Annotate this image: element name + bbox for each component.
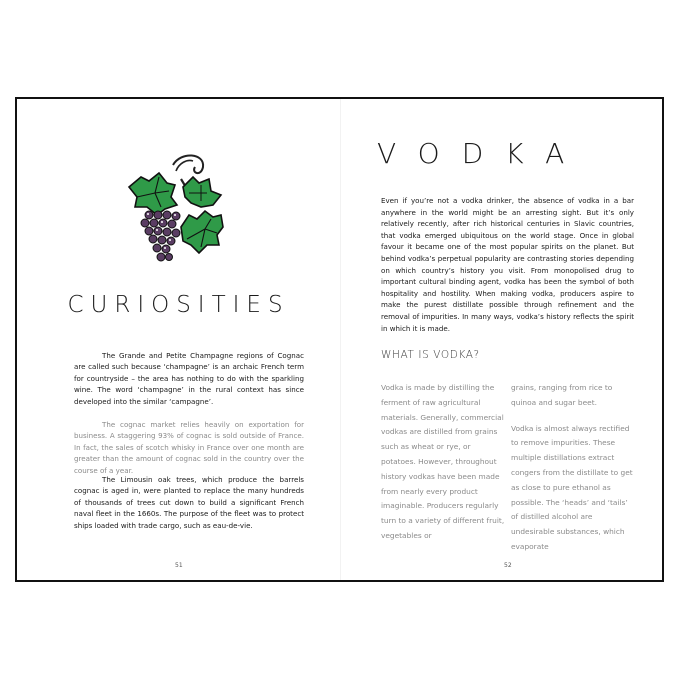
- page-gutter: [340, 99, 341, 580]
- body-column-left: Vodka is made by distilling the ferment of raw agricultural materials. Generally, commercial vodkas are distilled from grains such as wheat or rye, or potatoes. However, throughout history vodkas have been made from nearly every product imaginable. Producers regularly turn to a variety of different fruit, vegetables or: [381, 383, 505, 540]
- body-paragraph: Vodka is almost always rectified to remove impurities. These multiple distillations extract congers from the distillate to get as close to pure ethanol as possible. The ‘heads’ and ‘tails’ of distilled alcohol are undesirable substances, which evaporate: [511, 423, 633, 551]
- what-is-vodka-heading: WHAT IS VODKA?: [381, 349, 480, 361]
- vodka-title: VODKA: [377, 137, 587, 170]
- curiosity-paragraph: The cognac market relies heavily on exportation for business. A staggering 93% of cognac is sold outside of France. In fact, the sales of scotch whisky in France over one month are greater than the amount of cognac sold in the country over the course of a year.: [74, 420, 304, 475]
- curiosities-heading: CURIOSITIES: [67, 292, 290, 318]
- curiosity-paragraph: The Grande and Petite Champagne regions of Cognac are called such because ‘champagne’ is an archaic French term for countryside – the area has nothing to do with the sparkling wine. The word ‘champagne’ in the rural context has since developed into the similar ‘campagne’.: [74, 351, 304, 406]
- curiosity-paragraph: The Limousin oak trees, which produce the barrels cognac is aged in, were planted to replace the many hundreds of thousands of trees cut down to build a significant French naval fleet in the 1660s. The purpose of the fleet was to protect ships loaded with trade cargo, such as eau-de-vie.: [74, 475, 304, 530]
- book-spread: [15, 97, 664, 582]
- page-number-left: 51: [175, 562, 183, 569]
- body-paragraph: grains, ranging from rice to quinoa and sugar beet.: [511, 383, 613, 407]
- grape-vine-illustration: [121, 149, 239, 267]
- body-column-right: [511, 381, 637, 566]
- page-number-right: 52: [504, 562, 512, 569]
- vodka-intro-paragraph: Even if you’re not a vodka drinker, the absence of vodka in a bar anywhere in the world might be an arresting sight. But it’s only relatively recently, after rich historical centuries in Slavic countries, that vodka emerged ubiquitous on the world stage. Once in global favour it became one of the most popular spirits on the planet. But behind vodka’s perpetual popularity are contrasting stories depending on which country’s history you visit. From monopolised drug to important cultural binding agent, vodka has been the symbol of both hospitality and hostility. When making vodka, producers aspire to make the purest distillate possible through refinement and the removal of impurities. In many ways, vodka’s history reflects the spirit in which it is made.: [381, 196, 634, 333]
